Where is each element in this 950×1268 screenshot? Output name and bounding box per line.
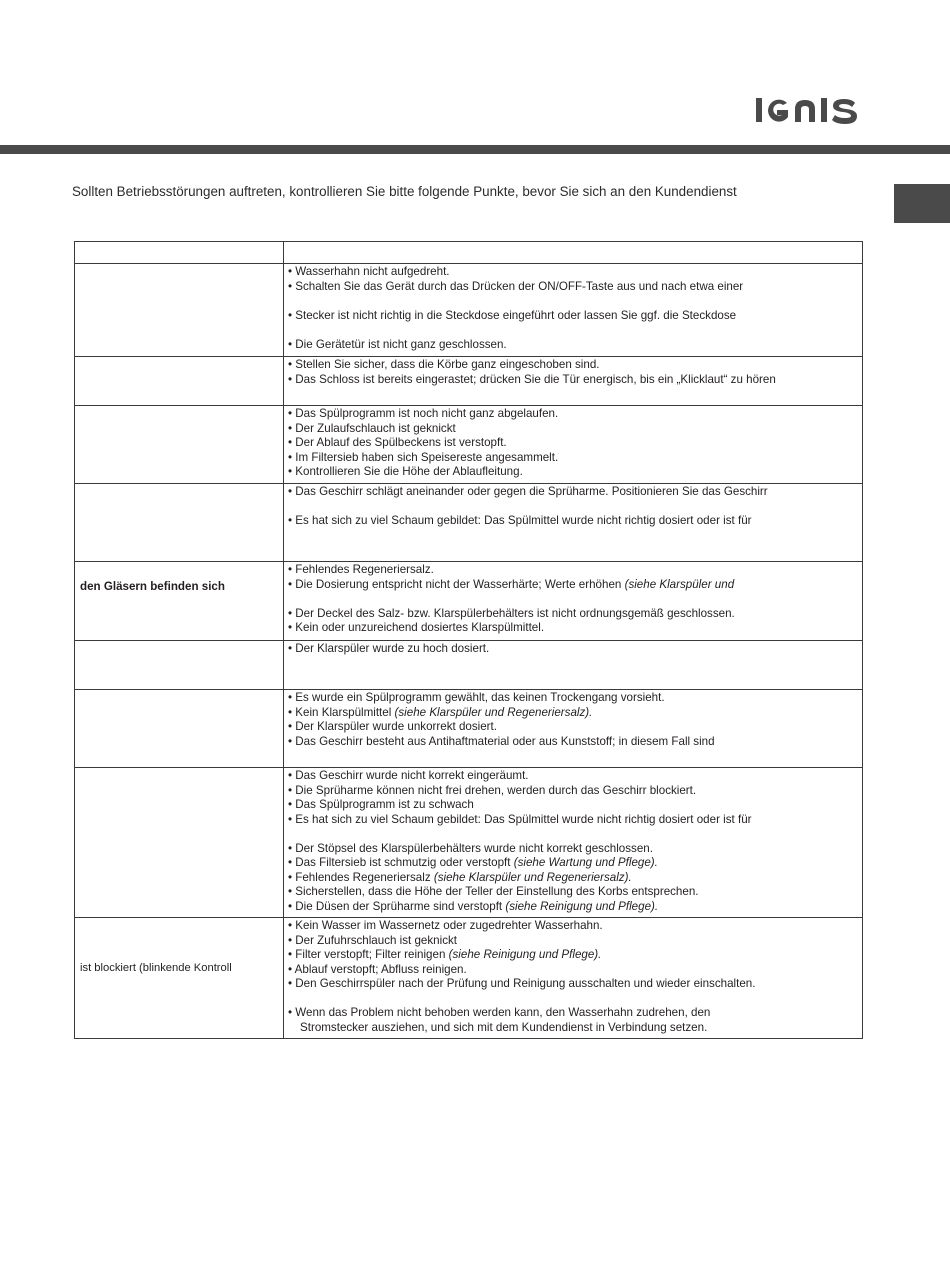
- problem-cell: [75, 918, 284, 1039]
- cause-text: • Die Dosierung entspricht nicht der Wasserhärte; Werte erhöhen: [288, 577, 625, 591]
- problem-cell: [75, 641, 284, 690]
- brand-logo: [755, 95, 865, 125]
- cause-line: [288, 813, 862, 828]
- cause-line: [288, 842, 862, 857]
- cause-line: [288, 934, 862, 949]
- cause-line: [288, 871, 862, 886]
- cause-text: • Wenn das Problem nicht behoben werden kann, den Wasserhahn zudrehen, den: [288, 1006, 711, 1019]
- table-row: [75, 357, 863, 406]
- cause-line: [288, 358, 862, 373]
- cause-text: • Das Schloss ist bereits eingerastet; drücken Sie die Tür energisch, bis ein „Klicklaut“ zu hören: [288, 372, 776, 386]
- cause-line: [288, 885, 862, 900]
- cause-text: • Das Geschirr wurde nicht korrekt eingeräumt.: [288, 769, 529, 782]
- cause-line: [288, 485, 862, 500]
- causes-cell: [284, 690, 863, 768]
- cause-line: [288, 500, 862, 515]
- cause-text: • Stecker ist nicht richtig in die Steckdose eingeführt oder lassen Sie ggf. die Steckdose: [288, 308, 737, 322]
- cause-text: • Kein Wasser im Wassernetz oder zugedrehter Wasserhahn.: [288, 919, 603, 932]
- cause-line: [288, 621, 862, 636]
- causes-cell: [284, 242, 863, 264]
- cause-reference: (siehe Reinigung und Pflege).: [505, 899, 659, 913]
- causes-cell: [284, 562, 863, 641]
- problem-cell: [75, 690, 284, 768]
- problem-label: den Gläsern befinden sich: [80, 580, 225, 593]
- section-tab: [894, 184, 950, 223]
- cause-line: [288, 977, 862, 992]
- cause-line: [288, 706, 862, 721]
- problem-cell: [75, 484, 284, 562]
- table-row: [75, 406, 863, 484]
- table-row: [75, 562, 863, 641]
- problem-cell: [75, 562, 284, 641]
- table-row: [75, 484, 863, 562]
- problem-cell: [75, 768, 284, 918]
- cause-line: [288, 735, 862, 750]
- cause-text: • Es hat sich zu viel Schaum gebildet: Das Spülmittel wurde nicht richtig dosiert oder ist für: [288, 812, 752, 826]
- cause-text: • Den Geschirrspüler nach der Prüfung und Reinigung ausschalten und wieder einschalten.: [288, 977, 756, 990]
- table-row: [75, 641, 863, 690]
- troubleshooting-table: [74, 241, 863, 1039]
- cause-line: [288, 422, 862, 437]
- cause-line: [288, 294, 862, 309]
- cause-text: • Der Stöpsel des Klarspülerbehälters wurde nicht korrekt geschlossen.: [288, 841, 653, 855]
- cause-reference: (siehe Klarspüler und Regeneriersalz).: [433, 870, 632, 884]
- table-row: [75, 264, 863, 357]
- cause-line: [288, 798, 862, 813]
- causes-cell: [284, 406, 863, 484]
- header-rule: [0, 145, 950, 154]
- causes-cell: [284, 918, 863, 1039]
- cause-text: • Die Düsen der Sprüharme sind verstopft: [288, 899, 506, 913]
- causes-cell: [284, 484, 863, 562]
- cause-text: • Der Klarspüler wurde unkorrekt dosiert.: [288, 720, 497, 733]
- cause-line: [288, 265, 862, 280]
- table-header-row: [75, 242, 863, 264]
- cause-text: • Filter verstopft; Filter reinigen: [288, 948, 449, 961]
- cause-line: [288, 769, 862, 784]
- cause-text: • Es wurde ein Spülprogramm gewählt, das keinen Trockengang vorsieht.: [288, 691, 665, 704]
- cause-line: [288, 992, 862, 1007]
- cause-line: [288, 514, 862, 529]
- cause-text: • Kein oder unzureichend dosiertes Klarspülmittel.: [288, 621, 545, 634]
- intro-text: Sollten Betriebsstörungen auftreten, kontrollieren Sie bitte folgende Punkte, bevor Sie sich an den Kundendienst: [72, 184, 737, 199]
- cause-text: • Der Zulaufschlauch ist geknickt: [288, 421, 456, 435]
- cause-line: [288, 592, 862, 607]
- cause-line: [288, 407, 862, 422]
- cause-line: [288, 323, 862, 338]
- cause-text: • Der Deckel des Salz- bzw. Klarspülerbehälters ist nicht ordnungsgemäß geschlossen.: [288, 606, 735, 620]
- cause-line: [288, 373, 862, 388]
- cause-text: • Das Filtersieb ist schmutzig oder verstopft: [288, 856, 514, 869]
- causes-cell: [284, 357, 863, 406]
- cause-line: [288, 529, 862, 544]
- cause-text: • Der Klarspüler wurde zu hoch dosiert.: [288, 642, 490, 655]
- problem-cell: [75, 406, 284, 484]
- causes-cell: [284, 768, 863, 918]
- cause-text: • Es hat sich zu viel Schaum gebildet: Das Spülmittel wurde nicht richtig dosiert oder ist für: [288, 514, 752, 527]
- cause-line: [288, 963, 862, 978]
- cause-line: [288, 451, 862, 466]
- cause-line: [288, 607, 862, 622]
- cause-text: • Kein Klarspülmittel: [288, 705, 395, 719]
- cause-line: [288, 784, 862, 799]
- cause-reference: (siehe Reinigung und Pflege).: [448, 948, 602, 961]
- cause-text: • Das Geschirr schlägt aneinander oder gegen die Sprüharme. Positionieren Sie das Geschirr: [288, 485, 768, 498]
- cause-line: [288, 543, 862, 558]
- cause-text: • Fehlendes Regeneriersalz.: [288, 563, 434, 576]
- cause-text: • Schalten Sie das Gerät durch das Drücken der ON/OFF-Taste aus und nach etwa einer: [288, 279, 744, 293]
- cause-text: • Die Sprüharme können nicht frei drehen, werden durch das Geschirr blockiert.: [288, 783, 697, 797]
- cause-line: [288, 280, 862, 295]
- cause-line: [288, 948, 862, 963]
- cause-line: [288, 856, 862, 871]
- cause-text: • Das Geschirr besteht aus Antihaftmaterial oder aus Kunststoff; in diesem Fall sind: [288, 734, 715, 748]
- table-row: [75, 768, 863, 918]
- cause-line: [288, 563, 862, 578]
- table-row: [75, 690, 863, 768]
- cause-text: • Sicherstellen, dass die Höhe der Teller der Einstellung des Korbs entsprechen.: [288, 885, 699, 898]
- causes-cell: [284, 641, 863, 690]
- cause-line: [288, 691, 862, 706]
- cause-text: • Kontrollieren Sie die Höhe der Ablaufleitung.: [288, 465, 523, 478]
- cause-text: • Im Filtersieb haben sich Speisereste angesammelt.: [288, 450, 559, 464]
- cause-text: Stromstecker ausziehen, und sich mit dem Kundendienst in Verbindung setzen.: [300, 1020, 708, 1034]
- cause-line: [288, 720, 862, 735]
- cause-line: [288, 671, 862, 686]
- cause-line: [288, 387, 862, 402]
- cause-text: • Ablauf verstopft; Abfluss reinigen.: [288, 962, 467, 976]
- cause-text: • Der Zufuhrschlauch ist geknickt: [288, 933, 458, 947]
- cause-line: [288, 1021, 862, 1036]
- cause-reference: (siehe Klarspüler und: [624, 577, 735, 591]
- cause-line: [288, 900, 862, 915]
- cause-reference: (siehe Klarspüler und Regeneriersalz).: [394, 705, 593, 719]
- table-row: [75, 918, 863, 1039]
- cause-text: • Das Spülprogramm ist noch nicht ganz abgelaufen.: [288, 407, 559, 420]
- causes-cell: [284, 264, 863, 357]
- cause-line: [288, 338, 862, 353]
- cause-line: [288, 919, 862, 934]
- cause-line: [288, 657, 862, 672]
- problem-cell: [75, 264, 284, 357]
- cause-text: • Die Gerätetür ist nicht ganz geschlossen.: [288, 337, 507, 351]
- cause-reference: (siehe Wartung und Pflege).: [513, 856, 658, 869]
- cause-text: • Stellen Sie sicher, dass die Körbe ganz eingeschoben sind.: [288, 358, 600, 371]
- cause-text: • Wasserhahn nicht aufgedreht.: [288, 265, 450, 278]
- cause-line: [288, 827, 862, 842]
- cause-text: • Der Ablauf des Spülbeckens ist verstopft.: [288, 436, 507, 449]
- cause-line: [288, 642, 862, 657]
- problem-cell: [75, 357, 284, 406]
- cause-text: • Das Spülprogramm ist zu schwach: [288, 798, 474, 811]
- cause-line: [288, 309, 862, 324]
- cause-text: • Fehlendes Regeneriersalz: [288, 870, 434, 884]
- cause-line: [288, 578, 862, 593]
- problem-cell: [75, 242, 284, 264]
- cause-line: [288, 436, 862, 451]
- problem-label: ist blockiert (blinkende Kontroll: [80, 962, 232, 974]
- cause-line: [288, 465, 862, 480]
- cause-line: [288, 749, 862, 764]
- cause-line: [288, 1006, 862, 1021]
